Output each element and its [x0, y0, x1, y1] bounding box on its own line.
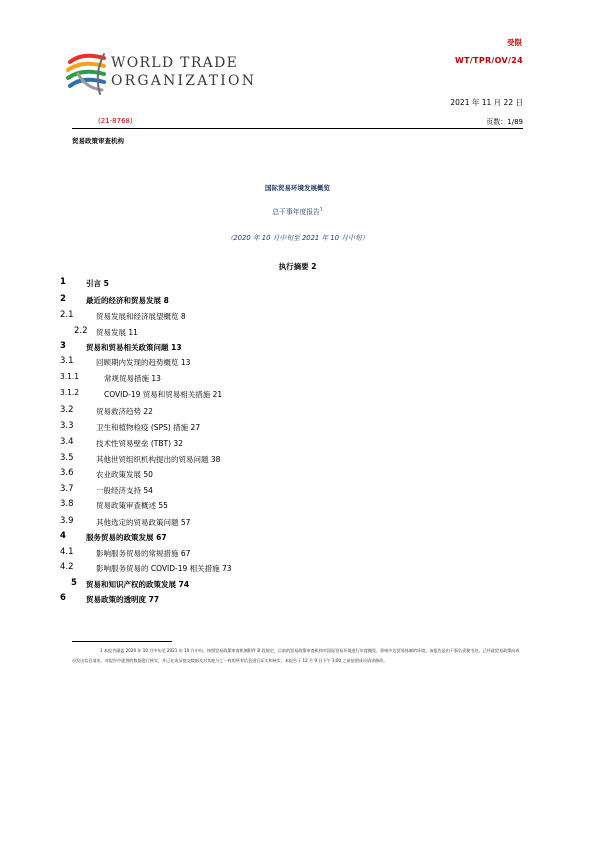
toc-entry[interactable]: [0, 277, 595, 291]
org-name-line1: WORLD TRADE: [111, 55, 239, 71]
toc-entry[interactable]: [0, 388, 595, 402]
toc-entry[interactable]: [0, 310, 595, 324]
toc-entry-text: 贸易政策审查概述 55: [96, 501, 168, 510]
toc-entry-number: 3: [60, 341, 66, 351]
restriction-label: 受限: [507, 38, 522, 47]
toc-entry-number: 1: [60, 277, 66, 287]
page-count: 页数：1/89: [486, 118, 523, 126]
subtitle-text: 总干事年度报告: [272, 208, 320, 216]
toc-entry[interactable]: [0, 437, 595, 451]
body-name: 贸易政策审查机构: [72, 137, 124, 145]
toc-entry[interactable]: [0, 453, 595, 467]
toc-entry[interactable]: [0, 421, 595, 435]
document-symbol: WT/TPR/OV/24: [454, 56, 523, 65]
toc-entry-number: 3.7: [60, 484, 74, 494]
toc-entry[interactable]: [0, 547, 595, 561]
toc-entry-number: 5: [71, 578, 77, 588]
footnote-marker: 1: [319, 207, 323, 213]
toc-entry-text: 贸易和贸易相关政策问题 13: [86, 343, 182, 352]
toc-entry-number: 3.9: [60, 516, 74, 526]
header-divider: [72, 128, 523, 129]
toc-entry-number: 2: [60, 294, 66, 304]
document-number: (21-8768): [98, 117, 133, 125]
toc-entry[interactable]: [0, 294, 595, 308]
toc-entry-text: 其他世贸组织机构提出的贸易问题 38: [96, 455, 221, 464]
toc-entry[interactable]: [0, 593, 595, 607]
toc-entry-number: 4.2: [60, 562, 74, 572]
toc-entry[interactable]: [0, 562, 595, 576]
toc-entry-number: 3.1.2: [60, 388, 80, 397]
toc-entry[interactable]: [0, 405, 595, 419]
toc-entry-text: 贸易救济趋势 22: [96, 407, 153, 416]
document-subtitle: [0, 206, 595, 216]
toc-entry-number: 3.6: [60, 468, 74, 478]
toc-entry-number: 2.1: [60, 310, 74, 320]
toc-entry-text: 常规贸易措施 13: [104, 374, 161, 383]
toc-entry-text: 最近的经济和贸易发展 8: [86, 296, 169, 305]
toc-entry-number: 3.2: [60, 405, 74, 415]
coverage-period: （2020 年 10 月中旬至 2021 年 10 月中旬）: [226, 234, 369, 242]
toc-entry-number: 3.3: [60, 421, 74, 431]
toc-entry[interactable]: [0, 578, 595, 592]
toc-entry[interactable]: [0, 484, 595, 498]
toc-entry-number: 6: [60, 593, 66, 603]
toc-entry-text: 卫生和植物检疫 (SPS) 措施 27: [96, 423, 201, 432]
document-title: 国际贸易环境发展概览: [265, 184, 330, 192]
toc-entry[interactable]: [0, 499, 595, 513]
toc-entry[interactable]: [0, 372, 595, 386]
toc-entry-text: 贸易和知识产权的政策发展 74: [86, 580, 190, 589]
toc-entry-text: 贸易发展 11: [96, 328, 138, 337]
toc-entry[interactable]: [0, 341, 595, 355]
toc-entry-text: 农业政策发展 50: [96, 470, 153, 479]
document-date: 2021 年 11 月 22 日: [450, 98, 523, 107]
toc-entry-text: 贸易发展和经济展望概览 8: [96, 312, 186, 321]
toc-entry-text: 贸易政策的透明度 77: [86, 595, 160, 604]
toc-entry-number: 3.1.1: [60, 372, 80, 381]
toc-entry-text: 技术性贸易壁垒 (TBT) 32: [96, 439, 183, 448]
org-name-line2: ORGANIZATION: [111, 73, 257, 89]
footnote: 1 本报告涵盖 2020 年 10 月中旬至 2021 年 10 月中旬。按照贸易政策审查机制附件 B 段规定，目前的贸易政策审查机构对国际贸易环境进行年度概览，影响多边贸易体制的环境。该报告是由干事负责秘书处，已经就贸易政策向成员发出信息请求，对报告中提供的数据进行核实，并已在成员提交数据及对其他与之一致的所有信息进行证实和核实，本报告于 12 月 9 日下午 3:00 之前依照成员请求修改。: [72, 648, 520, 663]
toc-entry-text: 影响服务贸易的常规措施 67: [96, 549, 191, 558]
toc-entry-text: 影响服务贸易的 COVID-19 相关措施 73: [96, 564, 232, 573]
toc-entry-number: 3.4: [60, 437, 74, 447]
toc-entry[interactable]: [0, 356, 595, 370]
toc-entry-number: 4: [60, 531, 66, 541]
toc-entry-number: 3.1: [60, 356, 74, 366]
footnote-divider: [72, 641, 172, 642]
toc-entry[interactable]: [0, 468, 595, 482]
toc-entry-number: 4.1: [60, 547, 74, 557]
toc-entry-text: 引言 5: [86, 279, 109, 288]
toc-heading[interactable]: 执行摘要 2: [278, 262, 317, 271]
toc-entry-number: 3.5: [60, 453, 74, 463]
toc-entry-text: 一般经济支持 54: [96, 486, 153, 495]
organization-name: [111, 54, 256, 90]
toc-entry-text: 服务贸易的政策发展 67: [86, 533, 167, 542]
toc-entry[interactable]: [0, 516, 595, 530]
toc-entry-text: 回顾期内发现的趋势概览 13: [96, 358, 191, 367]
toc-entry-text: 其他选定的贸易政策问题 57: [96, 518, 191, 527]
toc-entry[interactable]: [0, 531, 595, 545]
toc-entry[interactable]: [0, 326, 595, 340]
toc-entry-number: 3.8: [60, 499, 74, 509]
toc-entry-text: COVID-19 贸易和贸易相关措施 21: [104, 390, 223, 399]
toc-entry-number: 2.2: [74, 326, 88, 336]
